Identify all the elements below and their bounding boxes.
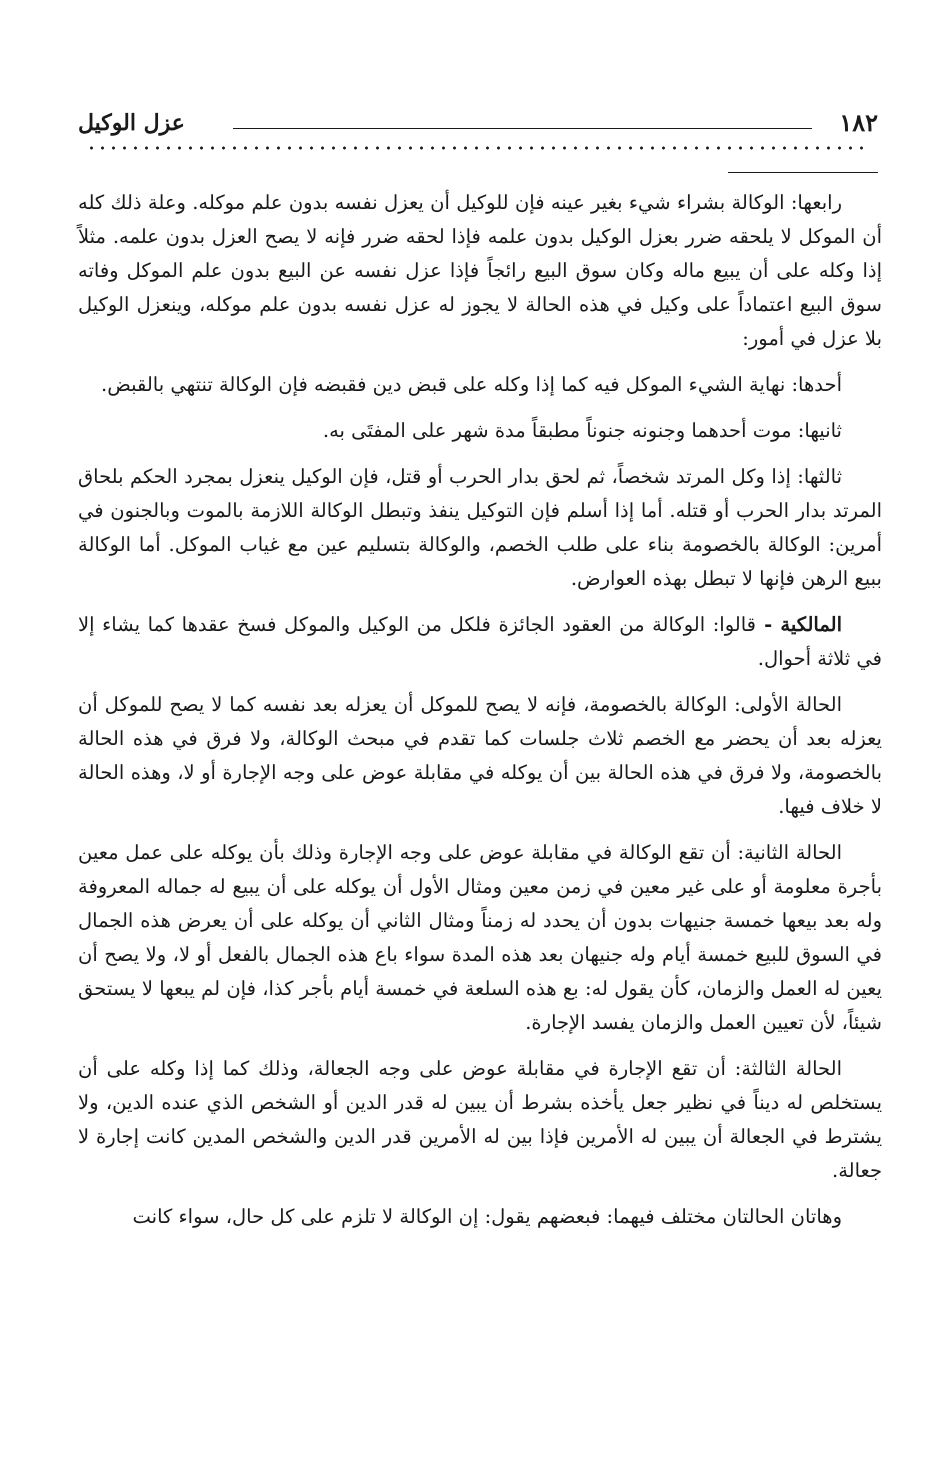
paragraph-text: ثالثها: إذا وكل المرتد شخصاً، ثم لحق بدار الحرب أو قتل، فإن الوكيل ينعزل بمجرد الحكم بلحاق المرتد بدار الحرب أو قتله. أما إذا أسلم فإن التوكيل ينفذ وتبطل الوكالة اللازمة بالموت وبالجنون في أمرين: الوكالة بالخصومة بناء على طلب الخصم، والوكالة بتسليم عين مع غياب الموكل. أما الوكالة ببيع الرهن فإنها لا تبطل بهذه العوارض. [78, 465, 882, 590]
paragraph-text: وهاتان الحالتان مختلف فيهما: فبعضهم يقول: إن الوكالة لا تلزم على كل حال، سواء كانت [132, 1205, 842, 1228]
paragraph-state-three [78, 1052, 882, 1188]
paragraph-text: أحدها: نهاية الشيء الموكل فيه كما إذا وكله على قبض دين فقبضه فإن الوكالة تنتهي بالقبض. [101, 373, 842, 396]
paragraph-fourth [78, 186, 882, 356]
paragraph-state-two [78, 836, 882, 1040]
running-title: عزل الوكيل [78, 110, 185, 136]
paragraph-first-case [78, 368, 882, 402]
paragraph-text: الحالة الثانية: أن تقع الوكالة في مقابلة عوض على وجه الإجارة وذلك بأن يوكله على عمل معين بأجرة معلومة أو على غير معين في زمن معين ومثال الأول أن يوكله على أن يبيع له جماله المعروفة وله بعد بيعها خمسة جنيهات بدون أن يحدد له زمناً ومثال الثاني أن يوكله على أن يعرض هذه الجمال في السوق للبيع خمسة أيام وله جنيهان بعد هذه المدة سواء باع هذه الجمال بالفعل أو لا، ولا يصح أن يعين له العمل والزمان، كأن يقول له: بع هذه السلعة في خمسة أيام بأجر كذا، فإن لم يبعها لا يستحق شيئاً، لأن تعيين العمل والزمان يفسد الإجارة. [78, 841, 882, 1034]
paragraph-second-case [78, 414, 882, 448]
dotted-separator [86, 143, 868, 153]
paragraph-malikiyya [78, 608, 882, 676]
page-header [78, 108, 878, 148]
school-name: المالكية - [755, 613, 843, 636]
paragraph-text: الحالة الأولى: الوكالة بالخصومة، فإنه لا يصح للموكل أن يعزله بعد نفسه كما لا يصح للموكل أن يعزله بعد أن يحضر مع الخصم ثلاث جلسات كما تقدم في مبحث الوكالة، ولا فرق في هذه الحالة بالخصومة، ولا فرق في هذه الحالة بين أن يوكله في مقابلة عوض على وجه الإجارة أو لا، وهذه الحالة لا خلاف فيها. [78, 693, 882, 818]
paragraph-state-one [78, 688, 882, 824]
paragraph-text: رابعها: الوكالة بشراء شيء بغير عينه فإن للوكيل أن يعزل نفسه بدون علم موكله. وعلة ذلك كله أن الموكل لا يلحقه ضرر بعزل الوكيل بدون علمه فإذا لحقه ضرر فإنه لا يصح العزل بدون علمه. مثلاً إذا وكله على أن يبيع ماله وكان سوق البيع رائجاً فإذا عزل نفسه عن البيع بدون علم الموكل وفاته سوق البيع اعتماداً على وكيل في هذه الحالة لا يجوز له عزل نفسه بدون علم موكله، وينعزل الوكيل بلا عزل في أمور: [78, 191, 882, 350]
paragraph-disputed [78, 1200, 882, 1234]
paragraph-text: قالوا: الوكالة من العقود الجائزة فلكل من الوكيل والموكل فسخ عقدها كما يشاء إلا في ثلاثة أحوال. [78, 613, 882, 670]
paragraph-text: الحالة الثالثة: أن تقع الإجارة في مقابلة عوض على وجه الجعالة، وذلك كما إذا وكله على أن يستخلص له ديناً في نظير جعل يأخذه بشرط أن يبين له قدر الدين أو الشخص الذي عنده الدين، ولا يشترط في الجعالة أن يبين له الأمرين فإذا بين له الأمرين قدر الدين والشخص المدين كانت إجارة لا جعالة. [78, 1057, 882, 1182]
paragraph-text: ثانيها: موت أحدهما وجنونه جنوناً مطبقاً مدة شهر على المفتَى به. [322, 419, 842, 442]
page-number: ١٨٢ [839, 108, 878, 137]
header-rule [233, 128, 812, 129]
section-rule [728, 172, 878, 173]
paragraph-third-case [78, 460, 882, 596]
page-body [78, 186, 882, 1234]
